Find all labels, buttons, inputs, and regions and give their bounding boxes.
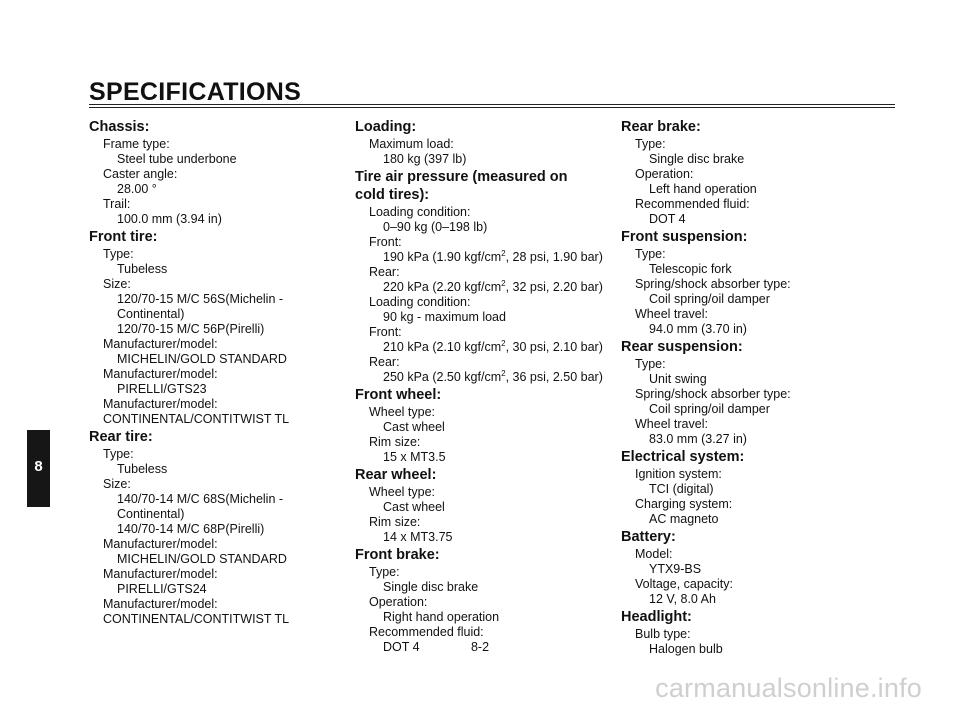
spec-value: 83.0 mm (3.27 in) (649, 432, 747, 446)
front-suspension-section (621, 228, 871, 337)
spec-value: YTX9-BS (649, 562, 702, 576)
pressure-text: , 30 psi, 2.10 bar) (505, 340, 603, 354)
rear-suspension-heading: Rear suspension: (621, 339, 743, 355)
pressure-text: , 28 psi, 1.90 bar) (505, 250, 603, 264)
spec-value: 28.00 ° (117, 182, 157, 196)
superscript: 2 (501, 338, 506, 348)
spec-value: Continental) (117, 507, 185, 521)
front-wheel-heading: Front wheel: (355, 387, 442, 403)
spec-label: Operation: (635, 167, 694, 181)
superscript: 2 (501, 248, 506, 258)
spec-label: Wheel travel: (635, 417, 708, 431)
title-divider (89, 104, 895, 108)
watermark: carmanualsonline.info (655, 673, 922, 703)
rear-tire-heading: Rear tire: (89, 429, 153, 445)
spec-value: CONTINENTAL/CONTITWIST TL (103, 412, 290, 426)
spec-value: PIRELLI/GTS24 (117, 582, 207, 596)
spec-label: Rear: (369, 265, 400, 279)
spec-label: Type: (103, 447, 134, 461)
spec-value: MICHELIN/GOLD STANDARD (117, 352, 287, 366)
spec-value: Cast wheel (383, 500, 445, 514)
spec-value (355, 370, 610, 385)
spec-label: Frame type: (103, 137, 170, 151)
pressure-text: 220 kPa (2.20 kgf/cm (383, 280, 502, 294)
spec-label: Loading condition: (369, 295, 471, 309)
spec-value: Cast wheel (383, 420, 445, 434)
spec-label: Manufacturer/model: (103, 367, 218, 381)
spec-value: 0–90 kg (0–198 lb) (383, 220, 488, 234)
spec-label: Wheel travel: (635, 307, 708, 321)
spec-value: CONTINENTAL/CONTITWIST TL (103, 612, 290, 626)
spec-label: Spring/shock absorber type: (635, 277, 791, 291)
spec-label: Type: (635, 357, 666, 371)
spec-value: Tubeless (117, 462, 168, 476)
spec-value: Unit swing (649, 372, 707, 386)
spec-value: Single disc brake (383, 580, 479, 594)
spec-value: AC magneto (649, 512, 719, 526)
spec-label: Manufacturer/model: (103, 567, 218, 581)
page-title: SPECIFICATIONS (89, 78, 302, 106)
spec-label: Size: (103, 477, 131, 491)
spec-value: Single disc brake (649, 152, 745, 166)
battery-section (621, 528, 871, 607)
rear-brake-heading: Rear brake: (621, 119, 701, 135)
spec-label: Model: (635, 547, 673, 561)
spec-value: Tubeless (117, 262, 168, 276)
spec-label: Size: (103, 277, 131, 291)
spec-value: Coil spring/oil damper (649, 292, 770, 306)
spec-column-2 (355, 117, 610, 655)
spec-value: PIRELLI/GTS23 (117, 382, 207, 396)
spec-label: Maximum load: (369, 137, 454, 151)
spec-label: Bulb type: (635, 627, 691, 641)
spec-value: 14 x MT3.75 (383, 530, 453, 544)
spec-value: 94.0 mm (3.70 in) (649, 322, 747, 336)
spec-value: DOT 4 (649, 212, 686, 226)
spec-label: Recommended fluid: (369, 625, 484, 639)
spec-label: Rim size: (369, 435, 421, 449)
rear-wheel-heading: Rear wheel: (355, 467, 437, 483)
spec-value: 120/70-15 M/C 56P(Pirelli) (117, 322, 265, 336)
spec-label: Charging system: (635, 497, 733, 511)
tire-pressure-section (355, 168, 610, 385)
battery-heading: Battery: (621, 529, 676, 545)
spec-label: Type: (635, 137, 666, 151)
spec-value: 120/70-15 M/C 56S(Michelin - (117, 292, 284, 306)
pressure-text: 250 kPa (2.50 kgf/cm (383, 370, 502, 384)
spec-label: Operation: (369, 595, 428, 609)
spec-value: 180 kg (397 lb) (383, 152, 467, 166)
spec-label: Manufacturer/model: (103, 397, 218, 411)
front-tire-section (89, 228, 339, 427)
chassis-heading: Chassis: (89, 119, 150, 135)
pressure-text: 210 kPa (2.10 kgf/cm (383, 340, 502, 354)
rear-suspension-section (621, 338, 871, 447)
spec-value: Left hand operation (649, 182, 757, 196)
spec-value: Telescopic fork (649, 262, 732, 276)
pressure-text: , 32 psi, 2.20 bar) (505, 280, 603, 294)
superscript: 2 (501, 368, 506, 378)
pressure-text: , 36 psi, 2.50 bar) (505, 370, 603, 384)
spec-label: Front: (369, 325, 402, 339)
spec-label: Front: (369, 235, 402, 249)
spec-value: MICHELIN/GOLD STANDARD (117, 552, 287, 566)
pressure-text: 190 kPa (1.90 kgf/cm (383, 250, 502, 264)
spec-label: Manufacturer/model: (103, 537, 218, 551)
spec-label: Rim size: (369, 515, 421, 529)
loading-heading: Loading: (355, 119, 417, 135)
page-number: 8-2 (470, 640, 490, 654)
spec-value: 100.0 mm (3.94 in) (117, 212, 222, 226)
electrical-system-section (621, 448, 871, 527)
rear-brake-section (621, 118, 871, 227)
spec-value: TCI (digital) (649, 482, 714, 496)
spec-label: Caster angle: (103, 167, 178, 181)
spec-column-1 (89, 117, 339, 627)
chapter-tab (27, 430, 50, 507)
tire-pressure-heading: Tire air pressure (measured on cold tires): (355, 169, 568, 203)
front-brake-section (355, 546, 610, 655)
spec-label: Wheel type: (369, 485, 436, 499)
spec-label: Trail: (103, 197, 131, 211)
spec-label: Type: (635, 247, 666, 261)
spec-label: Recommended fluid: (635, 197, 750, 211)
front-brake-heading: Front brake: (355, 547, 440, 563)
spec-label: Ignition system: (635, 467, 722, 481)
spec-value: Continental) (117, 307, 185, 321)
spec-value: Coil spring/oil damper (649, 402, 770, 416)
chapter-tab-number: 8 (34, 458, 43, 475)
spec-label: Wheel type: (369, 405, 436, 419)
superscript: 2 (501, 278, 506, 288)
spec-value (355, 250, 610, 265)
spec-value: DOT 4 (383, 640, 420, 654)
spec-value: Right hand operation (383, 610, 500, 624)
spec-label: Voltage, capacity: (635, 577, 733, 591)
front-wheel-section (355, 386, 610, 465)
chassis-section (89, 118, 339, 227)
spec-value: Halogen bulb (649, 642, 723, 656)
spec-value: 15 x MT3.5 (383, 450, 446, 464)
electrical-system-heading: Electrical system: (621, 449, 745, 465)
spec-label: Type: (369, 565, 400, 579)
front-suspension-heading: Front suspension: (621, 229, 748, 245)
spec-value: 140/70-14 M/C 68S(Michelin - (117, 492, 284, 506)
loading-section (355, 118, 610, 167)
spec-label: Manufacturer/model: (103, 597, 218, 611)
spec-value: 12 V, 8.0 Ah (649, 592, 716, 606)
spec-label: Rear: (369, 355, 400, 369)
spec-label: Manufacturer/model: (103, 337, 218, 351)
spec-label: Loading condition: (369, 205, 471, 219)
spec-value: Steel tube underbone (117, 152, 237, 166)
rear-wheel-section (355, 466, 610, 545)
rear-tire-section (89, 428, 339, 627)
spec-value (355, 340, 610, 355)
spec-value: 140/70-14 M/C 68P(Pirelli) (117, 522, 265, 536)
spec-value (355, 280, 610, 295)
front-tire-heading: Front tire: (89, 229, 158, 245)
spec-label: Spring/shock absorber type: (635, 387, 791, 401)
spec-value: 90 kg - maximum load (383, 310, 506, 324)
spec-label: Type: (103, 247, 134, 261)
headlight-heading: Headlight: (621, 609, 692, 625)
spec-column-3 (621, 117, 871, 657)
